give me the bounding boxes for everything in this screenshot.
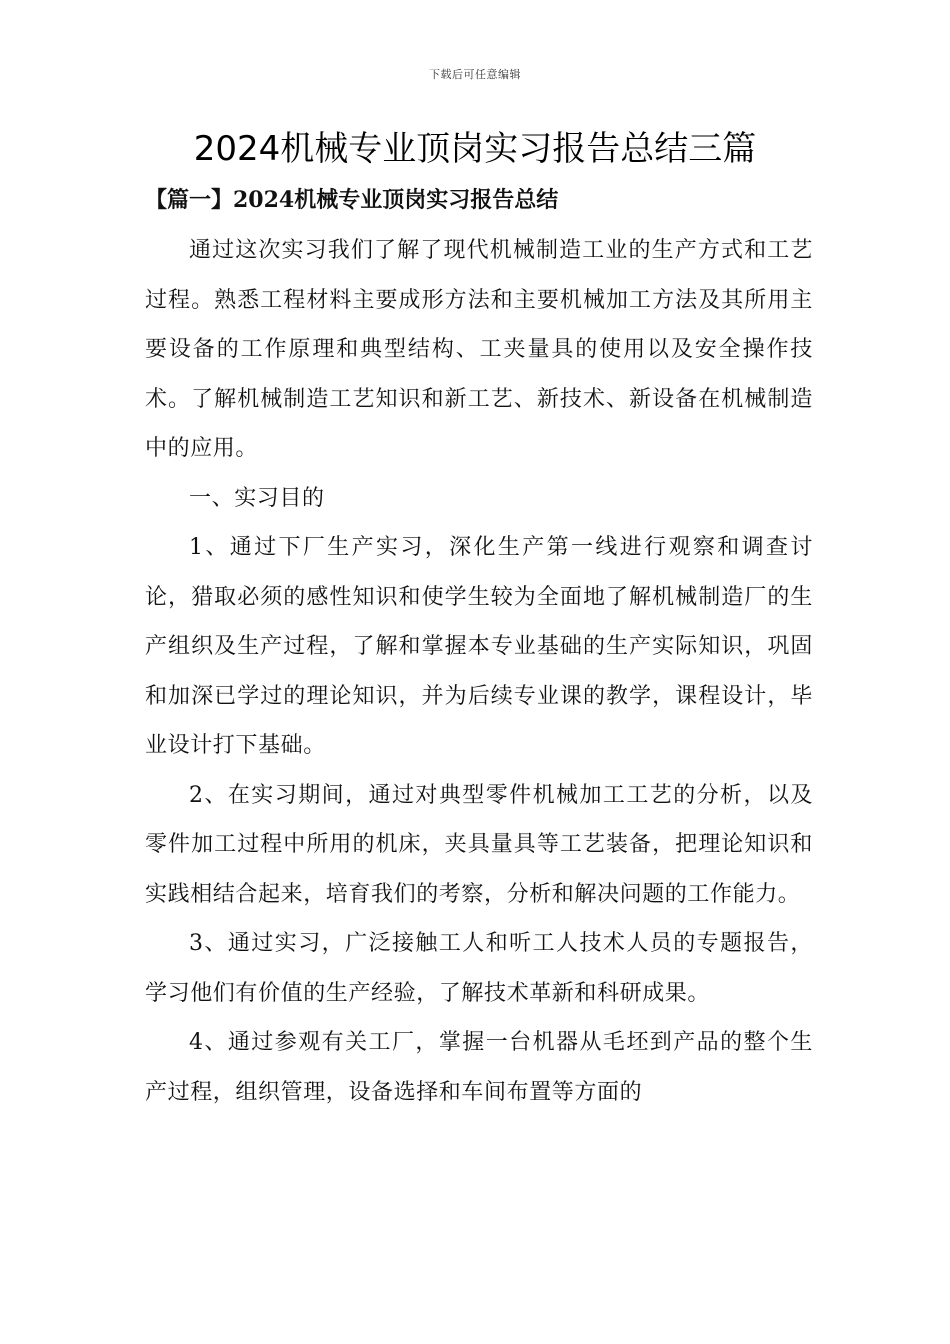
paragraph-item-1: 1、通过下厂生产实习，深化生产第一线进行观察和调查讨论，猎取必须的感性知识和使学生较为全面地了解机械制造厂的生产组织及生产过程，了解和掌握本专业基础的生产实际知识，巩固和加深已学过的理论知识，并为后续专业课的教学，课程设计，毕业设计打下基础。 (145, 535, 813, 758)
header-note: 下载后可任意编辑 (429, 68, 521, 81)
document-body (145, 226, 813, 1117)
document-title: 2024机械专业顶岗实习报告总结三篇 (193, 129, 757, 169)
paragraph-item-3: 3、通过实习，广泛接触工人和听工人技术人员的专题报告，学习他们有价值的生产经验，了解技术革新和科研成果。 (145, 931, 813, 1006)
paragraph-intro: 通过这次实习我们了解了现代机械制造工业的生产方式和工艺过程。熟悉工程材料主要成形方法和主要机械加工方法及其所用主要设备的工作原理和典型结构、工夹量具的使用以及安全操作技术。了解机械制造工艺知识和新工艺、新技术、新设备在机械制造中的应用。 (145, 238, 813, 461)
paragraph-item-2: 2、在实习期间，通过对典型零件机械加工工艺的分析，以及零件加工过程中所用的机床，夹具量具等工艺装备，把理论知识和实践相结合起来，培育我们的考察，分析和解决问题的工作能力。 (145, 782, 813, 907)
paragraph-heading-purpose: 一、实习目的 (189, 485, 325, 511)
paragraph-item-4: 4、通过参观有关工厂，掌握一台机器从毛坯到产品的整个生产过程，组织管理，设备选择和车间布置等方面的 (145, 1030, 813, 1105)
section-heading: 【篇一】2024机械专业顶岗实习报告总结 (145, 187, 559, 213)
